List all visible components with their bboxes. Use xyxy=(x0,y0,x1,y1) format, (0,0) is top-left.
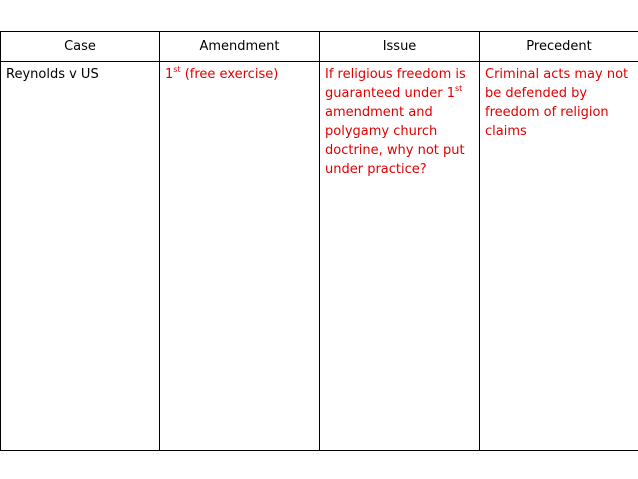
amendment-ordinal: 1 xyxy=(165,67,174,82)
cell-precedent xyxy=(480,62,638,451)
case-name: Reynolds v US xyxy=(6,67,99,82)
table-row xyxy=(1,62,638,451)
amendment-ordinal-suffix: st xyxy=(173,65,181,74)
issue-ordinal-suffix: st xyxy=(454,84,463,93)
issue-text-end: amendment and polygamy church doctrine, why not put under practice? xyxy=(325,105,465,177)
header-row xyxy=(1,32,638,62)
cell-case xyxy=(1,62,160,451)
header-case: Case xyxy=(1,32,160,62)
case-table xyxy=(0,31,638,451)
amendment-description: (free exercise) xyxy=(180,67,279,82)
issue-text-start: If religious freedom is guaranteed under 1 xyxy=(325,67,466,101)
cell-issue xyxy=(320,62,480,451)
header-issue: Issue xyxy=(320,32,480,62)
precedent-text: Criminal acts may not be defended by freedom of religion claims xyxy=(485,67,629,139)
cell-amendment xyxy=(160,62,320,451)
header-amendment: Amendment xyxy=(160,32,320,62)
header-precedent: Precedent xyxy=(480,32,638,62)
